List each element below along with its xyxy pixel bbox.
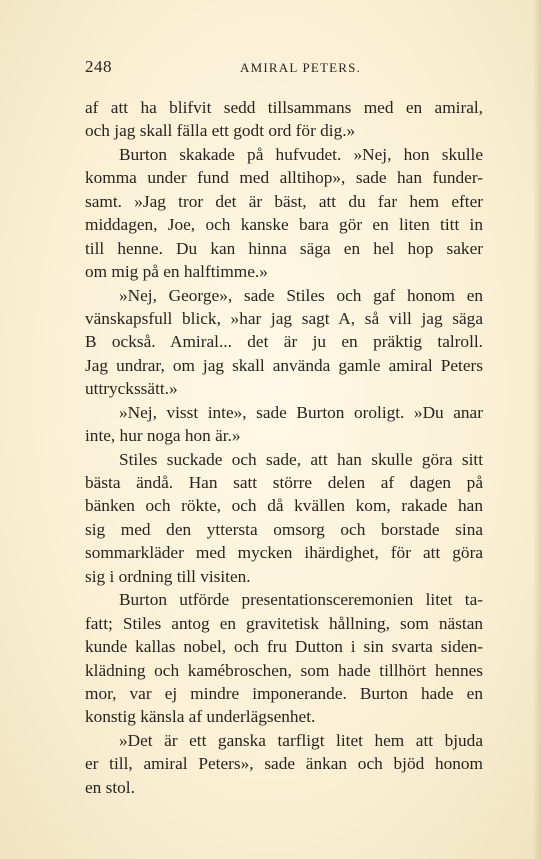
text-line: vänskapsfull blick, »har jag sagt A, så vill jag säga <box>85 308 483 328</box>
text-line: »Nej, George», sade Stiles och gaf honom en <box>119 285 483 305</box>
text-line: »Det är ett ganska tarfligt litet hem att bjuda <box>119 730 483 750</box>
text-line: Stiles suckade och sade, att han skulle göra sitt <box>119 449 483 469</box>
text-line: Burton skakade på hufvudet. »Nej, hon skulle <box>119 144 483 164</box>
text-line: samt. »Jag tror det är bäst, att du far hem efter <box>85 191 483 211</box>
text-line: bänken och rökte, och då kvällen kom, rakade han <box>85 496 483 516</box>
page-header <box>85 57 483 83</box>
text-line: sig med den yttersta omsorg och borstade sina <box>85 519 483 539</box>
text-line: till henne. Du kan hinna säga en hel hop saker <box>85 238 483 258</box>
text-line: sig i ordning till visiten. <box>85 566 251 586</box>
text-line: bästa ändå. Han satt större delen af dagen på <box>85 473 483 492</box>
text-line: Burton utförde presentationsceremonien litet ta- <box>119 590 483 610</box>
page-edge-shadow <box>533 0 541 859</box>
text-line: om mig på en halftimme.» <box>85 262 268 282</box>
text-line: fatt; Stiles antog en gravitetisk hållning, som nästan <box>85 613 483 633</box>
text-line: konstig känsla af underlägsenhet. <box>85 707 316 727</box>
text-line: af att ha blifvit sedd tillsammans med en amiral, <box>85 98 483 117</box>
text-line: klädning och kamébroschen, som hade tillhört hennes <box>85 660 483 680</box>
text-line: »Nej, visst inte», sade Burton oroligt. »Du anar <box>119 402 483 422</box>
text-line: och jag skall fälla ett godt ord för dig.» <box>85 121 356 141</box>
text-line: kunde kallas nobel, och fru Dutton i sin svarta siden- <box>85 637 483 657</box>
text-line: inte, hur noga hon är.» <box>85 426 241 446</box>
text-line: B också. Amiral... det är ju en präktig talroll. <box>85 332 483 352</box>
text-line: mor, var ej mindre imponerande. Burton hade en <box>85 683 483 703</box>
body-text <box>85 96 483 799</box>
running-head: AMIRAL PETERS. <box>240 60 362 75</box>
text-line: middagen, Joe, och kanske bara gör en liten titt in <box>85 215 483 235</box>
text-line: Jag undrar, om jag skall använda gamle amiral Peters <box>85 355 483 375</box>
page-number: 248 <box>85 57 112 76</box>
text-line: uttryckssätt.» <box>85 379 178 399</box>
text-line: sommarkläder med mycken ihärdighet, för att göra <box>85 543 483 563</box>
text-line: komma under fund med alltihop», sade han funder- <box>85 168 483 188</box>
text-line: er till, amiral Peters», sade änkan och bjöd honom <box>85 754 483 774</box>
text-line: en stol. <box>85 777 135 797</box>
